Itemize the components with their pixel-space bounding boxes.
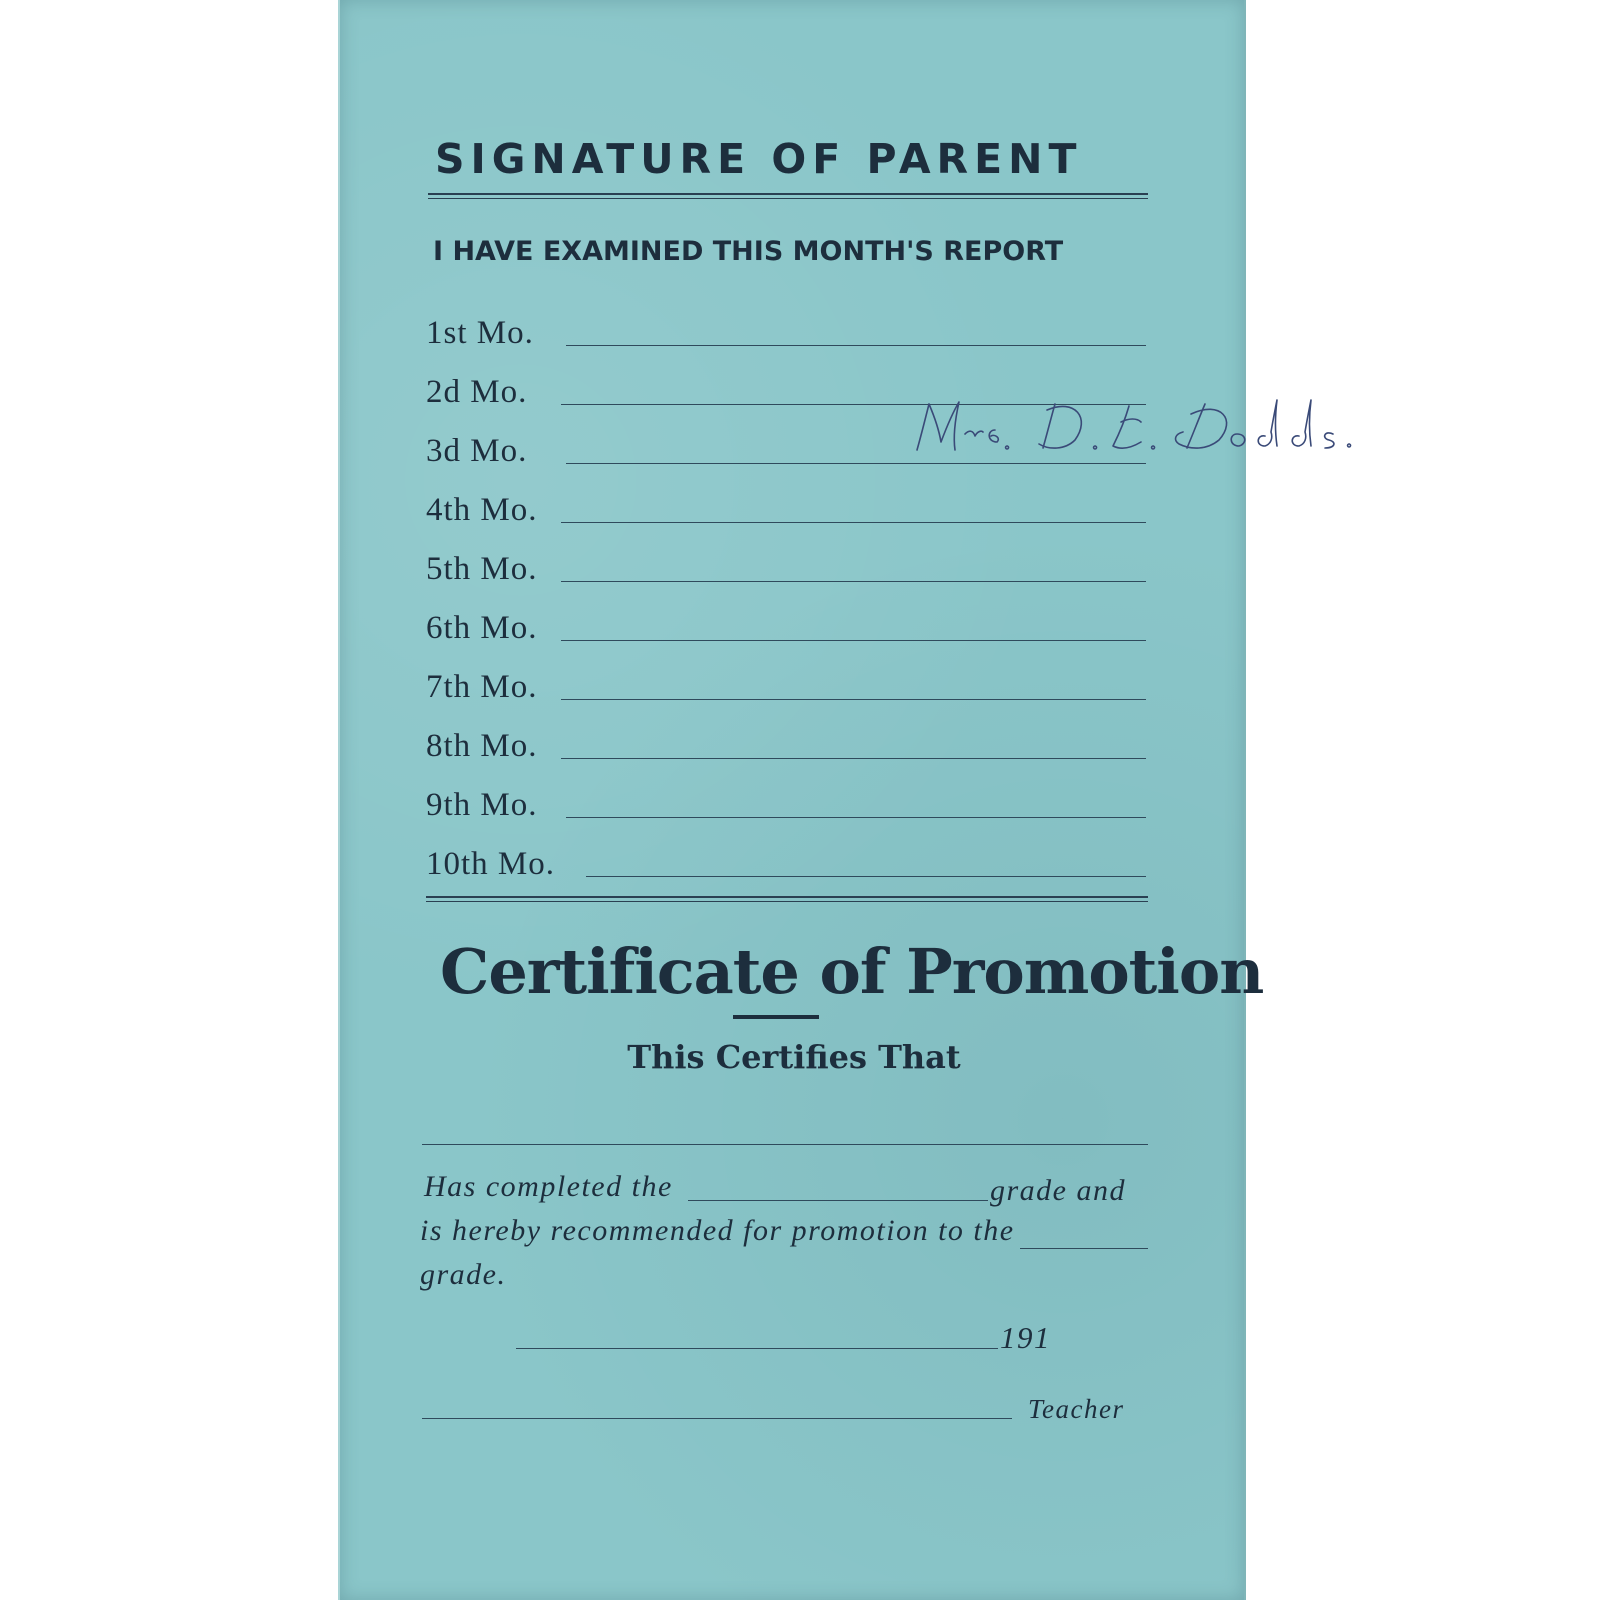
title-divider bbox=[428, 193, 1148, 199]
signature-section-title: SIGNATURE OF PARENT bbox=[435, 135, 1083, 183]
month-label: 7th Mo. bbox=[426, 669, 538, 705]
month-label: 3d Mo. bbox=[426, 433, 528, 469]
month-row-8 bbox=[426, 725, 1146, 765]
month-row-4 bbox=[426, 489, 1146, 529]
month-row-6 bbox=[426, 607, 1146, 647]
signature-line[interactable] bbox=[561, 758, 1146, 759]
month-row-9 bbox=[426, 784, 1146, 824]
month-label: 9th Mo. bbox=[426, 787, 538, 823]
recommended-text: is hereby recommended for promotion to the bbox=[420, 1214, 1015, 1247]
teacher-label: Teacher bbox=[1028, 1394, 1125, 1424]
month-row-5 bbox=[426, 548, 1146, 588]
report-card-back bbox=[338, 0, 1264, 1600]
month-label: 8th Mo. bbox=[426, 728, 538, 764]
certificate-title: Certificate of Promotion bbox=[440, 935, 1264, 1008]
completed-suffix-text: grade and bbox=[990, 1174, 1126, 1207]
signature-line[interactable] bbox=[561, 640, 1146, 641]
grade-word: grade. bbox=[420, 1258, 507, 1291]
month-row-10 bbox=[426, 843, 1146, 883]
section-divider bbox=[426, 896, 1148, 902]
certificate-title-underline bbox=[733, 1015, 819, 1019]
month-label: 2d Mo. bbox=[426, 374, 528, 410]
month-row-7 bbox=[426, 666, 1146, 706]
teacher-signature-line[interactable] bbox=[422, 1418, 1012, 1419]
month-row-1 bbox=[426, 312, 1146, 352]
year-prefix: 191 bbox=[1000, 1320, 1051, 1355]
student-name-line[interactable] bbox=[422, 1144, 1148, 1145]
signature-line[interactable] bbox=[561, 522, 1146, 523]
month-label: 10th Mo. bbox=[426, 846, 556, 882]
month-label: 1st Mo. bbox=[426, 315, 534, 351]
signature-line[interactable] bbox=[566, 345, 1146, 346]
month-label: 6th Mo. bbox=[426, 610, 538, 646]
promotion-grade-line[interactable] bbox=[1020, 1248, 1148, 1249]
parent-signature-mrs-dl-dodds bbox=[915, 390, 1375, 470]
signature-line[interactable] bbox=[566, 817, 1146, 818]
date-line[interactable] bbox=[516, 1348, 998, 1349]
month-label: 5th Mo. bbox=[426, 551, 538, 587]
completed-grade-line[interactable] bbox=[688, 1200, 988, 1201]
signature-line[interactable] bbox=[561, 699, 1146, 700]
certificate-subtitle: This Certifies That bbox=[627, 1038, 961, 1076]
signature-line[interactable] bbox=[561, 581, 1146, 582]
completed-prefix-text: Has completed the bbox=[424, 1170, 673, 1203]
signature-section-subtitle: I HAVE EXAMINED THIS MONTH'S REPORT bbox=[433, 236, 1064, 267]
signature-line[interactable] bbox=[586, 876, 1146, 877]
month-label: 4th Mo. bbox=[426, 492, 538, 528]
